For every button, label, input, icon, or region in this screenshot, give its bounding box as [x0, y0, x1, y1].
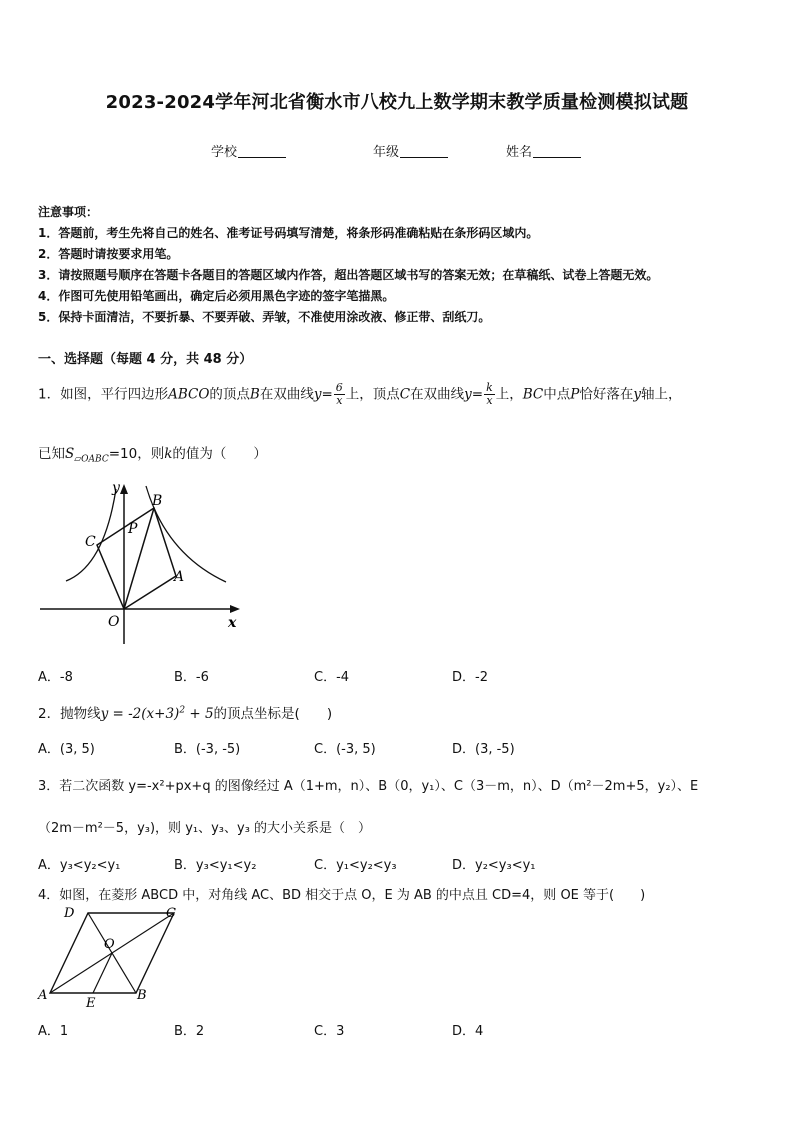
notice-item: 5．保持卡面清洁，不要折暴、不要弄破、弄皱，不准使用涂改液、修正带、刮纸刀。	[38, 310, 491, 324]
q1-option-a: A．-8	[38, 670, 73, 685]
name-field	[506, 141, 581, 160]
notice-heading: 注意事项：	[38, 205, 99, 219]
q4-option-c: C．3	[314, 1024, 345, 1039]
notice-item: 1．答题前，考生先将自己的姓名、准考证号码填写清楚，将条形码准确粘贴在条形码区域内。	[38, 226, 539, 240]
question-3-line-2: （2m－m²－5，y₃)，则 y₁、y₃、y₃ 的大小关系是（ ）	[38, 821, 372, 836]
q1-text: 的值为（ ）	[172, 446, 267, 462]
fraction-6-over-x	[334, 382, 345, 407]
page-title: 2023-2024学年河北省衡水市八校九上数学期末教学质量检测模拟试题	[105, 92, 689, 113]
q1-math: ABCO	[168, 386, 210, 403]
grade-field	[373, 141, 448, 160]
x-axis-arrow	[230, 605, 240, 613]
label-b: B	[152, 493, 163, 509]
question-3-line-1: 3．若二次函数 y=-x²+px+q 的图像经过 A（1+m，n）、B（0，y₁）、C（3－m，n）、D（m²－2m+5，y₂）、E	[38, 779, 699, 794]
fraction-denominator: x	[336, 394, 343, 407]
q2-math: 2	[179, 705, 186, 716]
school-blank	[238, 144, 286, 158]
q3-option-c: C．y₁<y₂<y₃	[314, 858, 397, 873]
name-label: 姓名	[506, 145, 533, 160]
label-b: B	[137, 988, 147, 1003]
q2-text: 的顶点坐标是( )	[213, 706, 333, 722]
q1-figure	[36, 474, 251, 654]
q3-option-b: B．y₃<y₁<y₂	[174, 858, 257, 873]
q2-text: 2．抛物线	[38, 706, 101, 722]
q1-option-d: D．-2	[452, 670, 488, 685]
label-a: A	[38, 988, 48, 1003]
label-p: P	[128, 521, 138, 537]
q1-math: BC	[522, 386, 544, 403]
q2-option-d: D．(3, -5)	[452, 742, 515, 757]
q1-text: 已知	[38, 446, 65, 462]
name-blank	[533, 144, 581, 158]
label-e: E	[86, 996, 96, 1011]
q1-option-c: C．-4	[314, 670, 350, 685]
q2-math: + 5	[185, 706, 214, 722]
fraction-numerator: k	[486, 381, 493, 394]
q1-text: 的顶点	[209, 386, 250, 403]
label-o: O	[104, 937, 115, 952]
label-c: C	[85, 534, 96, 550]
q1-math: ▱OABC	[74, 454, 109, 465]
y-axis-arrow	[120, 484, 128, 494]
school-field	[211, 141, 286, 160]
q1-text: 上，	[495, 386, 523, 403]
label-y: y	[112, 480, 120, 496]
q1-text: =10，则	[108, 446, 165, 462]
section-heading: 一、选择题（每题 4 分，共 48 分）	[38, 352, 253, 367]
grade-blank	[400, 144, 448, 158]
label-x: x	[228, 615, 237, 631]
q1-text: 轴上，	[641, 386, 682, 403]
q1-math: =	[321, 386, 333, 403]
q1-text: 上，顶点	[345, 386, 400, 403]
question-2	[38, 702, 332, 722]
q1-math: y	[464, 386, 472, 403]
grade-label: 年级	[373, 145, 400, 160]
school-label: 学校	[211, 145, 238, 160]
q1-math: =	[471, 386, 484, 403]
q3-option-a: A．y₃<y₂<y₁	[38, 858, 121, 873]
notice-item: 3．请按照题号顺序在答题卡各题目的答题区域内作答，超出答题区域书写的答案无效；在草稿纸、试卷上答题无效。	[38, 268, 659, 282]
question-1-line-2	[38, 442, 267, 465]
q1-text: 恰好落在	[579, 386, 634, 403]
q4-option-d: D．4	[452, 1024, 484, 1039]
q2-option-a: A．(3, 5)	[38, 742, 95, 757]
q1-math: S	[65, 446, 75, 462]
q1-math: B	[249, 386, 260, 403]
fraction-k-over-x	[484, 382, 495, 407]
q3-option-d: D．y₂<y₃<y₁	[452, 858, 536, 873]
q2-math: y = -2(x+3)	[100, 706, 180, 722]
notice-item: 2．答题时请按要求用笔。	[38, 247, 179, 261]
question-4: 4．如图，在菱形 ABCD 中，对角线 AC、BD 相交于点 O，E 为 AB 的中点且 CD=4，则 OE 等于( )	[38, 888, 646, 903]
q1-text: 在双曲线	[410, 386, 465, 403]
fraction-denominator: x	[486, 394, 493, 407]
q1-text: 1．如图，平行四边形	[38, 386, 169, 403]
notice-item: 4．作图可先使用铅笔画出，确定后必须用黑色字迹的签字笔描黑。	[38, 289, 395, 303]
q1-math: P	[570, 386, 580, 403]
label-o: O	[108, 614, 120, 630]
q1-text: 中点	[543, 386, 571, 403]
q1-math: C	[399, 386, 411, 403]
fraction-numerator: 6	[335, 381, 343, 394]
q4-option-b: B．2	[174, 1024, 205, 1039]
q4-figure	[36, 903, 186, 1013]
q1-text: 在双曲线	[259, 386, 314, 403]
q2-option-c: C．(-3, 5)	[314, 742, 376, 757]
q2-option-b: B．(-3, -5)	[174, 742, 241, 757]
label-c: C	[166, 906, 176, 921]
q1-math: y	[633, 386, 642, 403]
question-1-line-1	[38, 382, 682, 407]
q1-math: y	[313, 386, 322, 403]
q1-option-b: B．-6	[174, 670, 209, 685]
q1-math: k	[164, 446, 173, 462]
label-d: D	[64, 906, 75, 921]
q4-option-a: A．1	[38, 1024, 69, 1039]
label-a: A	[174, 569, 185, 585]
